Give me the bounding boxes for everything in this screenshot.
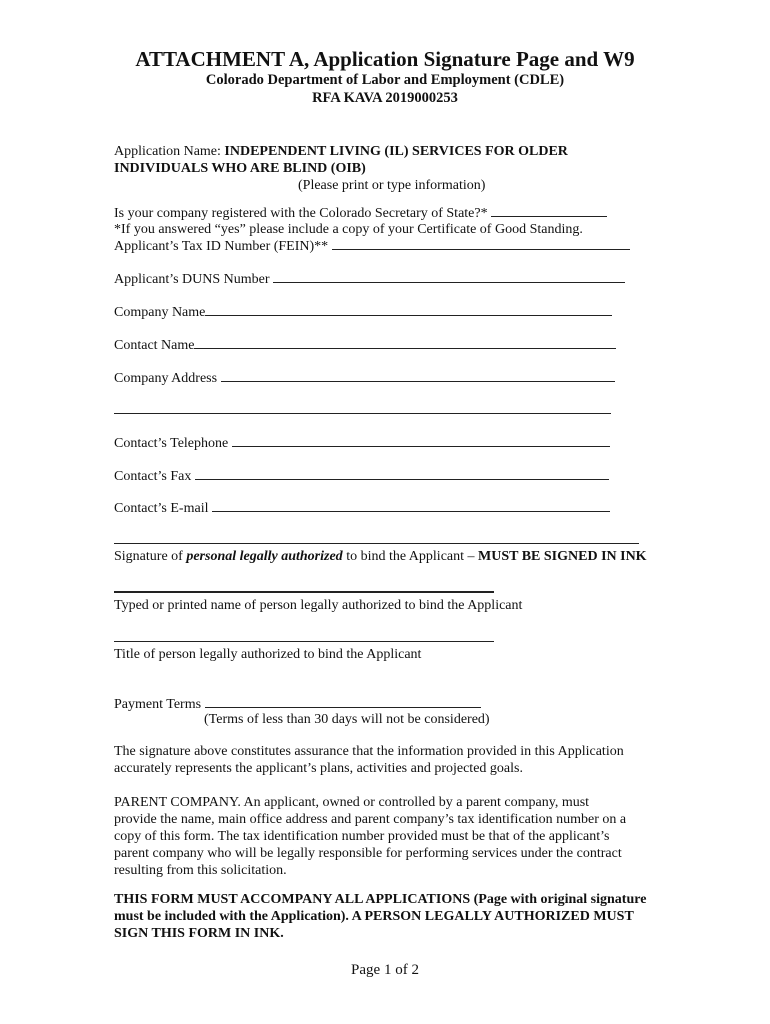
page-number: Page 1 of 2 [351,962,419,978]
registered-question-row [114,204,607,222]
payment-terms-label: Payment Terms [114,697,202,712]
assurance-paragraph: The signature above constitutes assurance that the information provided in this Application accurately represents the applicant’s plans, activities and projected goals. [114,744,624,776]
rfa-number: RFA KAVA 2019000253 [312,90,458,106]
payment-terms-line[interactable] [205,695,481,708]
application-name-label: Application Name: [114,144,225,159]
signature-line[interactable] [114,543,639,544]
application-name-line2 [114,160,366,177]
signature-caption [114,548,647,565]
contact-name-row [114,336,616,354]
contact-telephone-row [114,434,610,452]
print-instruction: (Please print or type information) [298,178,486,193]
tax-id-row [114,237,630,255]
contact-name-line[interactable] [194,336,616,349]
signature-prefix: Signature of [114,549,187,564]
typed-name-caption: Typed or printed name of person legally authorized to bind the Applicant [114,598,523,613]
application-name-value-1: INDEPENDENT LIVING (IL) SERVICES FOR OLDER [224,144,568,159]
contact-telephone-line[interactable] [232,434,610,447]
company-name-label: Company Name [114,305,206,320]
company-address-label: Company Address [114,371,218,386]
contact-fax-label: Contact’s Fax [114,469,192,484]
tax-id-line[interactable] [332,237,630,250]
registered-note: *If you answered “yes” please include a copy of your Certificate of Good Standing. [114,222,583,237]
registered-question-label: Is your company registered with the Colorado Secretary of State?* [114,206,488,221]
company-name-row [114,303,612,321]
signature-emphasis: personal legally authorized [186,549,343,564]
department-name: Colorado Department of Labor and Employment (CDLE) [205,72,565,88]
page-title: ATTACHMENT A, Application Signature Page and W9 [135,47,635,71]
contact-name-label: Contact Name [114,338,195,353]
title-caption: Title of person legally authorized to bind the Applicant [114,647,422,662]
signature-middle: to bind the Applicant – [342,549,479,564]
typed-name-line[interactable] [114,591,494,593]
company-address-row [114,369,615,387]
duns-row [114,270,625,288]
contact-telephone-label: Contact’s Telephone [114,436,229,451]
must-accompany-paragraph: THIS FORM MUST ACCOMPANY ALL APPLICATIONS (Page with original signature must be included with the Application). A PERSON LEGALLY AUTHORIZED MUST SIGN THIS FORM IN INK. [114,892,647,941]
company-address-line-1[interactable] [221,369,615,382]
payment-terms-note: (Terms of less than 30 days will not be considered) [204,712,490,727]
company-address-line-2[interactable] [114,413,611,414]
parent-company-paragraph: PARENT COMPANY. An applicant, owned or controlled by a parent company, must provide the name, main office address and parent company’s tax identification number on a copy of this form. The tax identification number provided must be that of the applicant’s parent company who will be legally responsible for performing services under the contract resulting from this solicitation. [114,795,627,878]
contact-email-label: Contact’s E-mail [114,501,209,516]
title-line[interactable] [114,641,494,642]
contact-fax-row [114,467,609,485]
company-name-line[interactable] [205,303,612,316]
tax-id-label: Applicant’s Tax ID Number (FEIN)** [114,239,329,254]
contact-fax-line[interactable] [195,467,609,480]
signature-ink-notice: MUST BE SIGNED IN INK [478,549,647,564]
contact-email-line[interactable] [212,499,610,512]
registered-answer-line[interactable] [491,204,607,217]
duns-line[interactable] [273,270,625,283]
application-name-value-2: INDIVIDUALS WHO ARE BLIND (OIB) [114,161,366,176]
application-name-line1 [114,143,568,160]
contact-email-row [114,499,610,517]
duns-label: Applicant’s DUNS Number [114,272,270,287]
